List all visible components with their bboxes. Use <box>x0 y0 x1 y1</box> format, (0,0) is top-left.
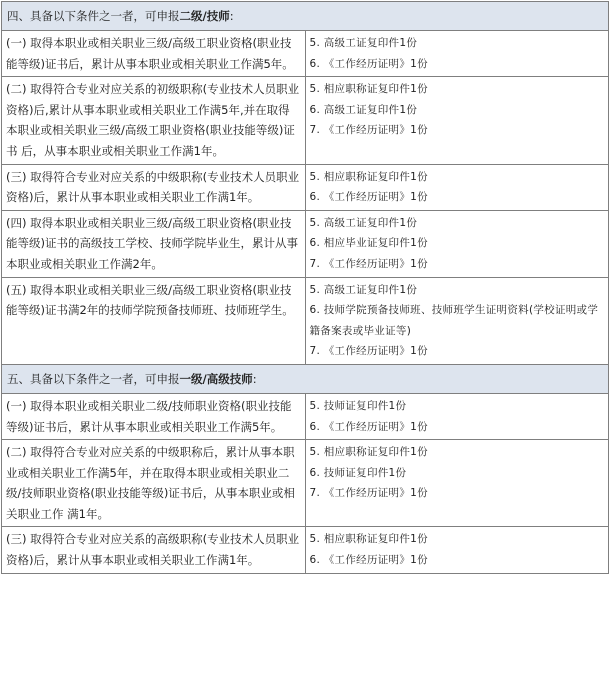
condition-cell <box>2 164 306 210</box>
materials-cell <box>305 527 609 573</box>
condition-text: (一) 取得本职业或相关职业三级/高级工职业资格(职业技能等级)证书后，累计从事本职业或相关职业工作满5年。 <box>6 36 294 71</box>
table-row <box>2 77 609 164</box>
materials-cell <box>305 31 609 77</box>
section-title-suffix: : <box>252 371 257 386</box>
material-item: 5. 相应职称证复印件1份 <box>309 83 428 96</box>
material-item: 7. 《工作经历证明》1份 <box>309 345 428 358</box>
material-item: 5. 高级工证复印件1份 <box>309 216 418 229</box>
table-row <box>2 393 609 439</box>
material-item: 7. 《工作经历证明》1份 <box>309 124 428 137</box>
material-item: 5. 高级工证复印件1份 <box>309 283 418 296</box>
table-row <box>2 31 609 77</box>
materials-cell <box>305 164 609 210</box>
section-header <box>2 2 609 31</box>
materials-cell <box>305 277 609 364</box>
table-row <box>2 440 609 527</box>
material-item: 7. 《工作经历证明》1份 <box>309 257 428 270</box>
condition-text: (四) 取得本职业或相关职业三级/高级工职业资格(职业技能等级)证书的高级技工学校、技师学院毕业生，累计从事本职业或相关职业工作满2年。 <box>6 215 298 271</box>
materials-cell <box>305 393 609 439</box>
material-item: 6. 《工作经历证明》1份 <box>309 420 428 433</box>
material-item: 6. 相应毕业证复印件1份 <box>309 237 428 250</box>
section-title-suffix: : <box>229 9 234 23</box>
section-title-prefix: 四、具备以下条件之一者，可申报 <box>7 9 180 23</box>
condition-text: (三) 取得符合专业对应关系的中级职称(专业技术人员职业资格)后，累计从事本职业或相关职业工作满1年。 <box>6 169 300 205</box>
condition-text: (三) 取得符合专业对应关系的高级职称(专业技术人员职业资格)后，累计从事本职业或相关职业工作满1年。 <box>6 532 300 568</box>
material-item: 6. 《工作经历证明》1份 <box>309 554 428 567</box>
material-item: 5. 相应职称证复印件1份 <box>309 446 428 459</box>
condition-text: (二) 取得符合专业对应关系的初级职称(专业技术人员职业资格)后,累计从事本职业或相关职业工作满5年,并在取得本职业或相关职业三级/高级工职业资格(职业技能等级)证书 后，从事本职业或相关职业工作满1年。 <box>6 82 300 158</box>
condition-cell <box>2 31 306 77</box>
material-item: 5. 技师证复印件1份 <box>309 399 407 412</box>
condition-text: (二) 取得符合专业对应关系的中级职称后，累计从事本职业或相关职业工作满5年，并在取得本职业或相关职业二级/技师职业资格(职业技能等级)证书后，从事本职业或相关职业工作 满1年。 <box>6 445 295 521</box>
material-item: 6. 高级工证复印件1份 <box>309 103 418 116</box>
section-header <box>2 364 609 393</box>
condition-text: (五) 取得本职业或相关职业三级/高级工职业资格(职业技能等级)证书满2年的技师学院预备技师班、技师班学生。 <box>6 282 294 318</box>
table-row <box>2 527 609 573</box>
condition-cell <box>2 393 306 439</box>
condition-text: (一) 取得本职业或相关职业二级/技师职业资格(职业技能等级)证书后，累计从事本职业或相关职业工作满5年。 <box>6 398 292 434</box>
material-item: 6. 技师学院预备技师班、技师班学生证明资料(学校证明或学籍备案表或毕业证等) <box>309 304 599 337</box>
material-item: 6. 《工作经历证明》1份 <box>309 191 428 204</box>
table-row <box>2 277 609 364</box>
requirements-table <box>1 1 609 574</box>
material-item: 6. 技师证复印件1份 <box>309 466 407 479</box>
section-title-level: 二级/技师 <box>179 9 230 23</box>
condition-cell <box>2 210 306 277</box>
material-item: 7. 《工作经历证明》1份 <box>309 487 428 500</box>
condition-cell <box>2 440 306 527</box>
table-row <box>2 164 609 210</box>
table-row <box>2 210 609 277</box>
material-item: 6. 《工作经历证明》1份 <box>309 57 428 70</box>
materials-cell <box>305 77 609 164</box>
section-title-prefix: 五、具备以下条件之一者，可申报 <box>7 371 180 386</box>
material-item: 5. 相应职称证复印件1份 <box>309 533 428 546</box>
condition-cell <box>2 527 306 573</box>
section-title-level: 一级/高级技师 <box>179 371 253 386</box>
materials-cell <box>305 440 609 527</box>
materials-cell <box>305 210 609 277</box>
material-item: 5. 相应职称证复印件1份 <box>309 170 428 183</box>
condition-cell <box>2 277 306 364</box>
section-header-row <box>2 364 609 393</box>
condition-cell <box>2 77 306 164</box>
section-header-row <box>2 2 609 31</box>
material-item: 5. 高级工证复印件1份 <box>309 37 418 49</box>
